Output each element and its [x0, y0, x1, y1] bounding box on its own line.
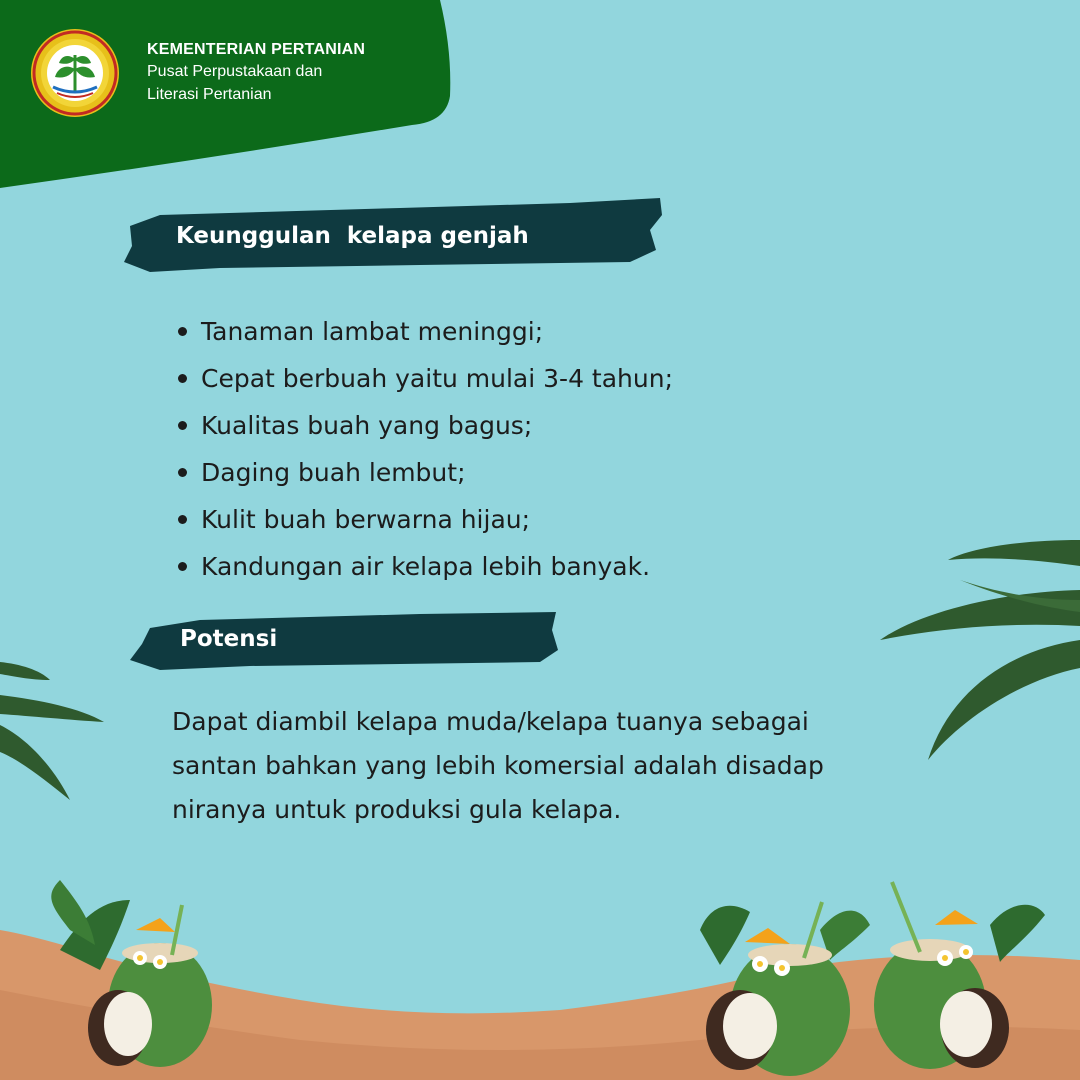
bullet-icon — [178, 421, 187, 430]
org-sub-line2: Literasi Pertanian — [147, 86, 272, 103]
bullet-icon — [178, 562, 187, 571]
section-title-potensi: Potensi — [180, 626, 278, 652]
org-name: KEMENTERIAN PERTANIAN — [147, 41, 366, 58]
list-item: Kandungan air kelapa lebih banyak. — [172, 543, 673, 590]
potensi-body — [172, 700, 912, 832]
list-item: Daging buah lembut; — [172, 449, 673, 496]
advantages-list — [172, 308, 673, 590]
section-title-keunggulan: Keunggulan kelapa genjah — [176, 223, 529, 249]
bullet-icon — [178, 515, 187, 524]
list-item: Kulit buah berwarna hijau; — [172, 496, 673, 543]
bullet-icon — [178, 468, 187, 477]
body-line: niranya untuk produksi gula kelapa. — [172, 795, 622, 824]
list-item: Tanaman lambat meninggi; — [172, 308, 673, 355]
bullet-icon — [178, 374, 187, 383]
body-line: Dapat diambil kelapa muda/kelapa tuanya sebagai — [172, 707, 809, 736]
list-item: Cepat berbuah yaitu mulai 3-4 tahun; — [172, 355, 673, 402]
header-text — [147, 40, 365, 106]
bullet-icon — [178, 327, 187, 336]
body-line: santan bahkan yang lebih komersial adalah disadap — [172, 751, 824, 780]
ministry-logo — [31, 29, 119, 117]
palm-leaf-icon — [0, 662, 104, 800]
org-sub-line1: Pusat Perpustakaan dan — [147, 63, 323, 80]
list-item: Kualitas buah yang bagus; — [172, 402, 673, 449]
